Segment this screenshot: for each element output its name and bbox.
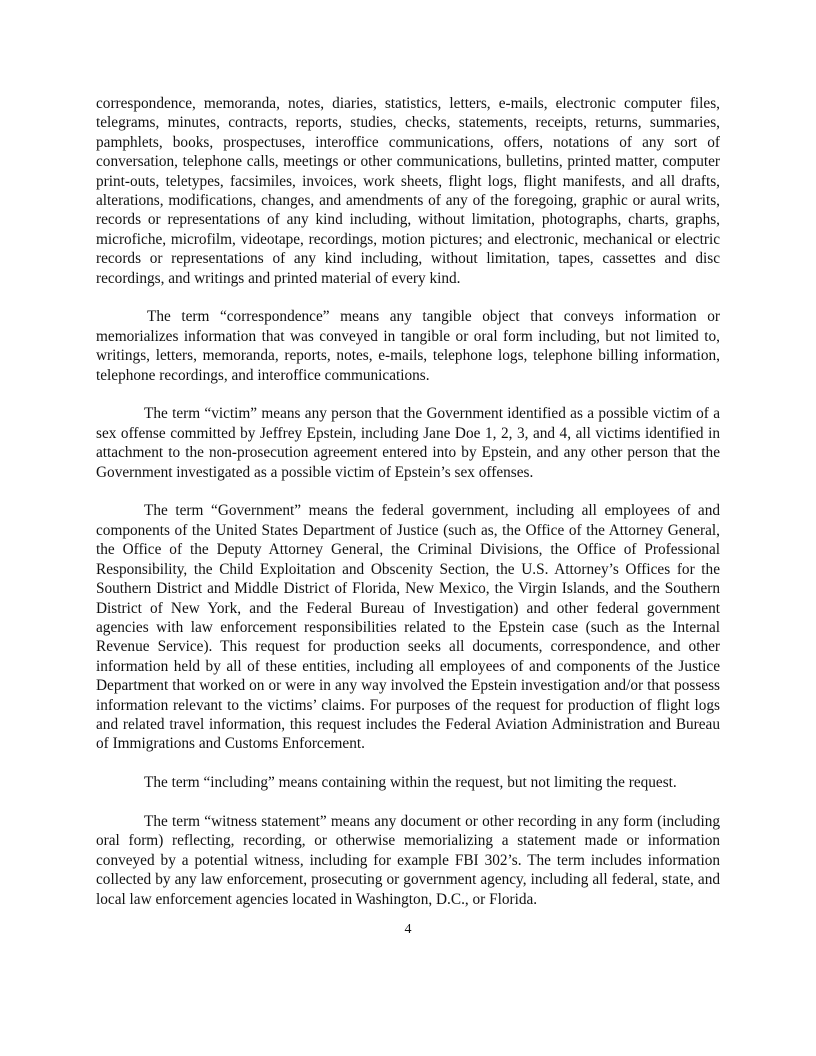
paragraph-definitions-continued: correspondence, memoranda, notes, diaries, statistics, letters, e-mails, electronic computer files, telegrams, minutes, contracts, reports, studies, checks, statements, receipts, returns, summaries, pamphlets, books, prospectuses, interoffice communications, offers, notations of any sort of conversation, telephone calls, meetings or other communications, bulletins, printed matter, computer print-outs, teletypes, facsimiles, invoices, work sheets, flight logs, flight manifests, and all drafts, alterations, modifications, changes, and amendments of any of the foregoing, graphic or aural writs, records or representations of any kind including, without limitation, photographs, charts, graphs, microfiche, microfilm, videotape, recordings, motion pictures; and electronic, mechanical or electric records or representations of any kind including, without limitation, tapes, cassettes and disc recordings, and writings and printed material of every kind. [96, 95, 720, 287]
paragraph-government-definition: The term “Government” means the federal government, including all employees of and components of the United States Department of Justice (such as, the Office of the Attorney General, the Office of the Deputy Attorney General, the Criminal Divisions, the Office of Professional Responsibility, the Child Exploitation and Obscenity Section, the U.S. Attorney’s Offices for the Southern District and Middle District of Florida, New Mexico, the Virgin Islands, and the Southern District of New York, and the Federal Bureau of Investigation) and other federal government agencies with law enforcement responsibilities related to the Epstein case (such as the Internal Revenue Service). This request for production seeks all documents, correspondence, and other information held by all of these entities, including all employees of and components of the Justice Department that worked on or were in any way involved the Epstein investigation and/or that possess information relevant to the victims’ claims. For purposes of the request for production of flight logs and related travel information, this request includes the Federal Aviation Administration and Bureau of Immigrations and Customs Enforcement. [96, 502, 720, 753]
paragraph-witness-statement-definition: The term “witness statement” means any document or other recording in any form (including oral form) reflecting, recording, or otherwise memorializing a statement made or information conveyed by a potential witness, including for example FBI 302’s. The term includes information collected by any law enforcement, prosecuting or government agency, including all federal, state, and local law enforcement agencies located in Washington, D.C., or Florida. [96, 812, 720, 908]
document-body [96, 94, 720, 928]
paragraph-victim-definition: The term “victim” means any person that the Government identified as a possible victim of a sex offense committed by Jeffrey Epstein, including Jane Doe 1, 2, 3, and 4, all victims identified in attachment to the non-prosecution agreement entered into by Epstein, and any other person that the Government investigated as a possible victim of Epstein’s sex offenses. [96, 405, 720, 481]
paragraph-including-definition: The term “including” means containing within the request, but not limiting the request. [144, 774, 677, 792]
page-number: 4 [404, 922, 412, 937]
paragraph-correspondence-definition: The term “correspondence” means any tangible object that conveys information or memorializes information that was conveyed in tangible or oral form including, but not limited to, writings, letters, memoranda, reports, notes, e-mails, telephone logs, telephone billing information, telephone recordings, and interoffice communications. [96, 308, 720, 384]
